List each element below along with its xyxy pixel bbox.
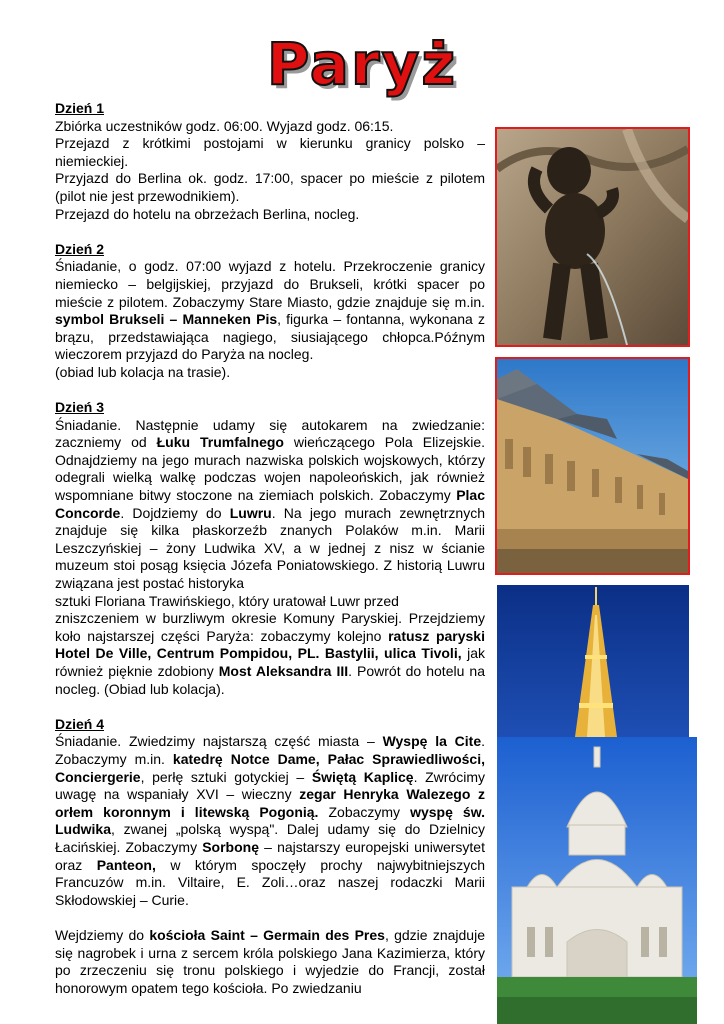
day1-heading: Dzień 1 [55,100,105,116]
day1-line2: Przejazd z krótkimi postojami w kierunku granicy polsko – niemieckiej. [55,135,485,169]
day4-paragraph-2: Wejdziemy do kościoła Saint – Germain des Pres, gdzie znajduje się nagrobek i urna z sercem króla polskiego Jana Kazimierza, który po zrzeczeniu się tronu polskiego i wyjedzie do Francji, został honorowym opatem tego kościoła. Po zwiedzaniu [55,926,485,996]
day3-heading: Dzień 3 [55,399,105,416]
day3-paragraph-2: zniszczeniem w burzliwym okresie Komuny Paryskiej. Przejdziemy koło najstarszej części Paryża: zobaczymy kolejno ratusz paryski Hotel De Ville, Centrum Pompidou, PL. Bastylii, ulica Tivoli, jak również pięknie zdobiony Most Aleksandra III. Powrót do hotelu na nocleg. (Obiad lub kolacja). [55,610,485,697]
day1-line3: Przyjazd do Berlina ok. godz. 17:00, spacer po mieście z pilotem (pilot nie jest przewodnikiem). [55,170,485,204]
day3-line-short: sztuki Floriana Trawińskiego, który uratował Luwr przed [55,592,399,609]
itinerary-text [55,100,485,997]
day4-heading: Dzień 4 [55,715,105,732]
day2-paragraph: Śniadanie, o godz. 07:00 wyjazd z hotelu. Przekroczenie granicy niemiecko – belgijskiej, przyjazd do Brukseli, krótki spacer po mieście z pilotem. Zobaczymy Stare Miasto, gdzie znajduje się m.in. symbol Brukseli – Manneken Pis, figurka – fontanna, wykonana z brązu, przedstawiająca nagiego, siusiającego chłopca.Późnym wieczorem przyjazd do Paryża na nocleg. [55,258,485,363]
day1-line4: Przejazd do hotelu na obrzeżach Berlina, nocleg. [55,205,360,222]
day3-paragraph-1: Śniadanie. Następnie udamy się autokarem na zwiedzanie: zaczniemy od Łuku Trumfalnego wieńczącego Pola Elizejskie. Odnajdziemy na jego murach nazwiska polskich wojskowych, którzy odegrali wielką walkę podczas wojen napoleońskich, jak również wspomniane bitwy stoczone na ziemiach polskich. Zobaczymy Plac Concorde. Dojdziemy do Luwru. Na jego murach zewnętrznych znajduje się kilka płaskorzeźb znanych Polaków m.in. Marii Leszczyńskiej – żony Ludwika XV, a w jednej z nisz w ścianie muzeum stoi posąg księcia Józefa Poniatowskiego. Z historią Luwru związana jest postać historyka [55,416,486,592]
day2-heading: Dzień 2 [55,240,105,257]
eiffel-tower-photo [497,585,689,737]
sacre-coeur-photo [497,737,697,1024]
louvre-photo [495,357,690,575]
day2-note: (obiad lub kolacja na trasie). [55,363,231,380]
day4-paragraph-1: Śniadanie. Zwiedzimy najstarszą część miasta – Wyspę la Cite. Zobaczymy m.in. katedrę Notce Dame, Pałac Sprawiedliwości, Conciergerie, perłę sztuki gotyckiej – Świętą Kaplicę. Zwrócimy uwagę na wspaniały XVI – wieczny zegar Henryka Walezego z orłem koronnym i litewską Pogonią. Zobaczymy wyspę św. Ludwika, zwanej „polską wyspą". Dalej udamy się do Dzielnicy Łacińskiej. Zobaczymy Sorbonę – najstarszy europejski uniwersytet oraz Panteon, w którym spoczęły prochy najwybitniejszych Francuzów m.in. Viltaire, E. Zoli…oraz naszej rodaczki Marii Skłodowskiej – Curie. [55,733,486,908]
page-title: Paryż [266,30,458,98]
day1-line1: Zbiórka uczestników godz. 06:00. Wyjazd godz. 06:15. [55,117,394,134]
manneken-pis-photo [495,127,690,347]
